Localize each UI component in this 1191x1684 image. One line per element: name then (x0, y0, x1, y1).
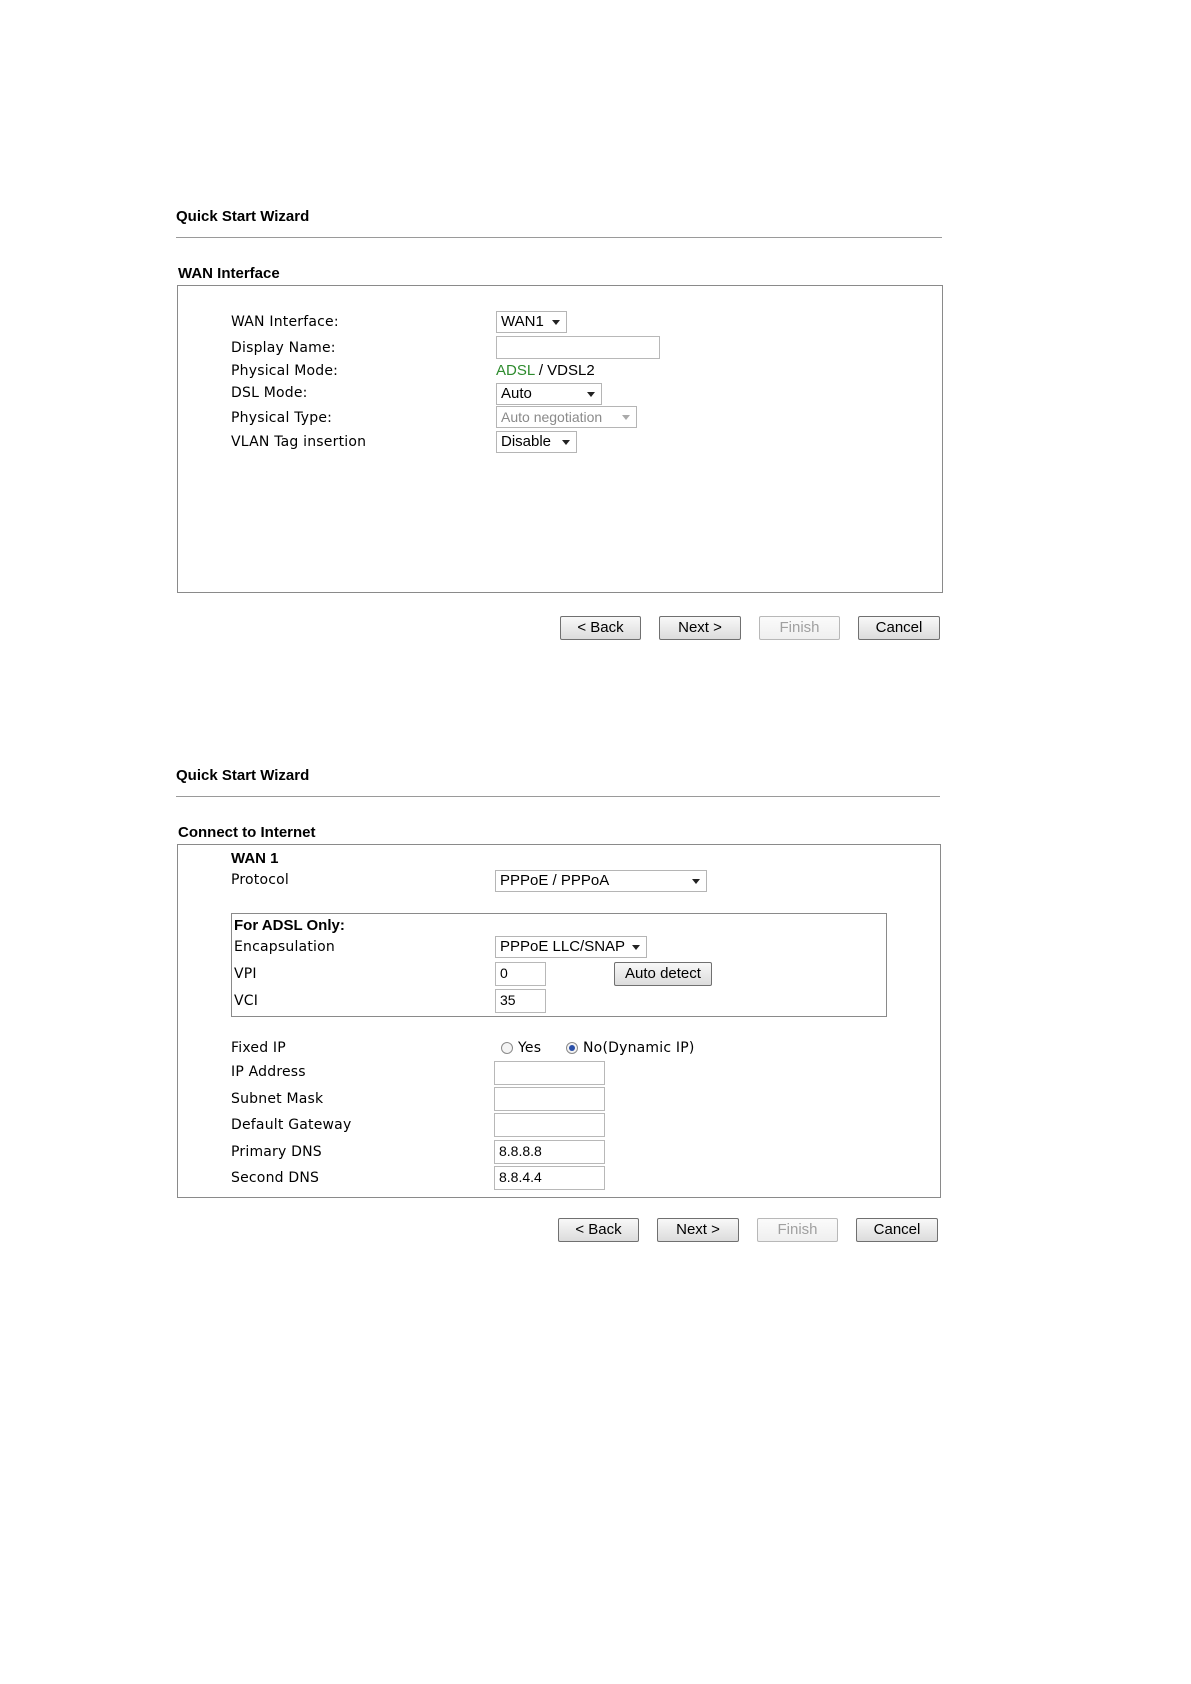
vpi-label: VPI (234, 966, 257, 982)
chevron-down-icon (562, 440, 570, 445)
second-dns-input[interactable]: 8.8.4.4 (494, 1166, 605, 1190)
dsl-mode-label: DSL Mode: (231, 385, 308, 401)
dsl-mode-select[interactable] (496, 383, 602, 405)
chevron-down-icon (692, 879, 700, 884)
second-dns-label: Second DNS (231, 1170, 320, 1186)
subnet-mask-input[interactable] (494, 1087, 605, 1111)
wizard1-divider (176, 237, 942, 238)
physical-mode-vdsl: VDSL2 (547, 362, 595, 379)
fixed-ip-yes-radio[interactable] (501, 1042, 513, 1054)
default-gateway-input[interactable] (494, 1113, 605, 1137)
adsl-only-heading: For ADSL Only: (234, 917, 345, 934)
physical-mode-value (496, 362, 595, 379)
fixed-ip-no-label: No(Dynamic IP) (583, 1040, 695, 1056)
wan-interface-section-title: WAN Interface (178, 265, 280, 282)
physical-mode-adsl: ADSL (496, 362, 535, 379)
chevron-down-icon (632, 945, 640, 950)
wizard2-divider (176, 796, 940, 797)
finish-button[interactable]: Finish (759, 616, 840, 640)
wan1-heading: WAN 1 (231, 850, 279, 867)
vlan-tag-select[interactable] (496, 431, 577, 453)
connect-internet-section-title: Connect to Internet (178, 824, 316, 841)
fixed-ip-no-radio[interactable] (566, 1042, 578, 1054)
next-button[interactable]: Next > (659, 616, 741, 640)
wizard1-title: Quick Start Wizard (176, 208, 310, 225)
chevron-down-icon (552, 320, 560, 325)
vci-input[interactable]: 35 (495, 989, 546, 1013)
primary-dns-input[interactable]: 8.8.8.8 (494, 1140, 605, 1164)
subnet-mask-label: Subnet Mask (231, 1091, 324, 1107)
physical-type-select[interactable] (496, 406, 637, 428)
vlan-tag-select-value: Disable (501, 433, 552, 450)
vci-label: VCI (234, 993, 259, 1009)
fixed-ip-yes-label: Yes (518, 1040, 542, 1056)
physical-type-label: Physical Type: (231, 410, 333, 426)
back-button[interactable]: < Back (558, 1218, 639, 1242)
vlan-tag-label: VLAN Tag insertion (231, 434, 367, 450)
primary-dns-label: Primary DNS (231, 1144, 322, 1160)
finish-button[interactable]: Finish (757, 1218, 838, 1242)
display-name-input[interactable] (496, 336, 660, 359)
fixed-ip-label: Fixed IP (231, 1040, 286, 1056)
protocol-select-value: PPPoE / PPPoA (500, 872, 610, 889)
wan-interface-select-value: WAN1 (501, 313, 544, 330)
encapsulation-select-value: PPPoE LLC/SNAP (500, 938, 626, 955)
ip-address-input[interactable] (494, 1061, 605, 1085)
back-button[interactable]: < Back (560, 616, 641, 640)
wan-interface-label: WAN Interface: (231, 314, 339, 330)
wizard2-title: Quick Start Wizard (176, 767, 310, 784)
protocol-select[interactable] (495, 870, 707, 892)
physical-mode-label: Physical Mode: (231, 363, 339, 379)
cancel-button[interactable]: Cancel (858, 616, 940, 640)
default-gateway-label: Default Gateway (231, 1117, 352, 1133)
vpi-input[interactable]: 0 (495, 962, 546, 986)
ip-address-label: IP Address (231, 1064, 306, 1080)
encapsulation-select[interactable] (495, 936, 647, 958)
physical-mode-separator: / (538, 362, 543, 379)
wan-interface-select[interactable] (496, 311, 567, 333)
chevron-down-icon (622, 415, 630, 420)
auto-detect-button[interactable]: Auto detect (614, 962, 712, 986)
protocol-label: Protocol (231, 872, 290, 888)
display-name-label: Display Name: (231, 340, 336, 356)
next-button[interactable]: Next > (657, 1218, 739, 1242)
encapsulation-label: Encapsulation (234, 939, 335, 955)
physical-type-select-value: Auto negotiation (501, 409, 603, 425)
chevron-down-icon (587, 392, 595, 397)
dsl-mode-select-value: Auto (501, 385, 532, 402)
cancel-button[interactable]: Cancel (856, 1218, 938, 1242)
